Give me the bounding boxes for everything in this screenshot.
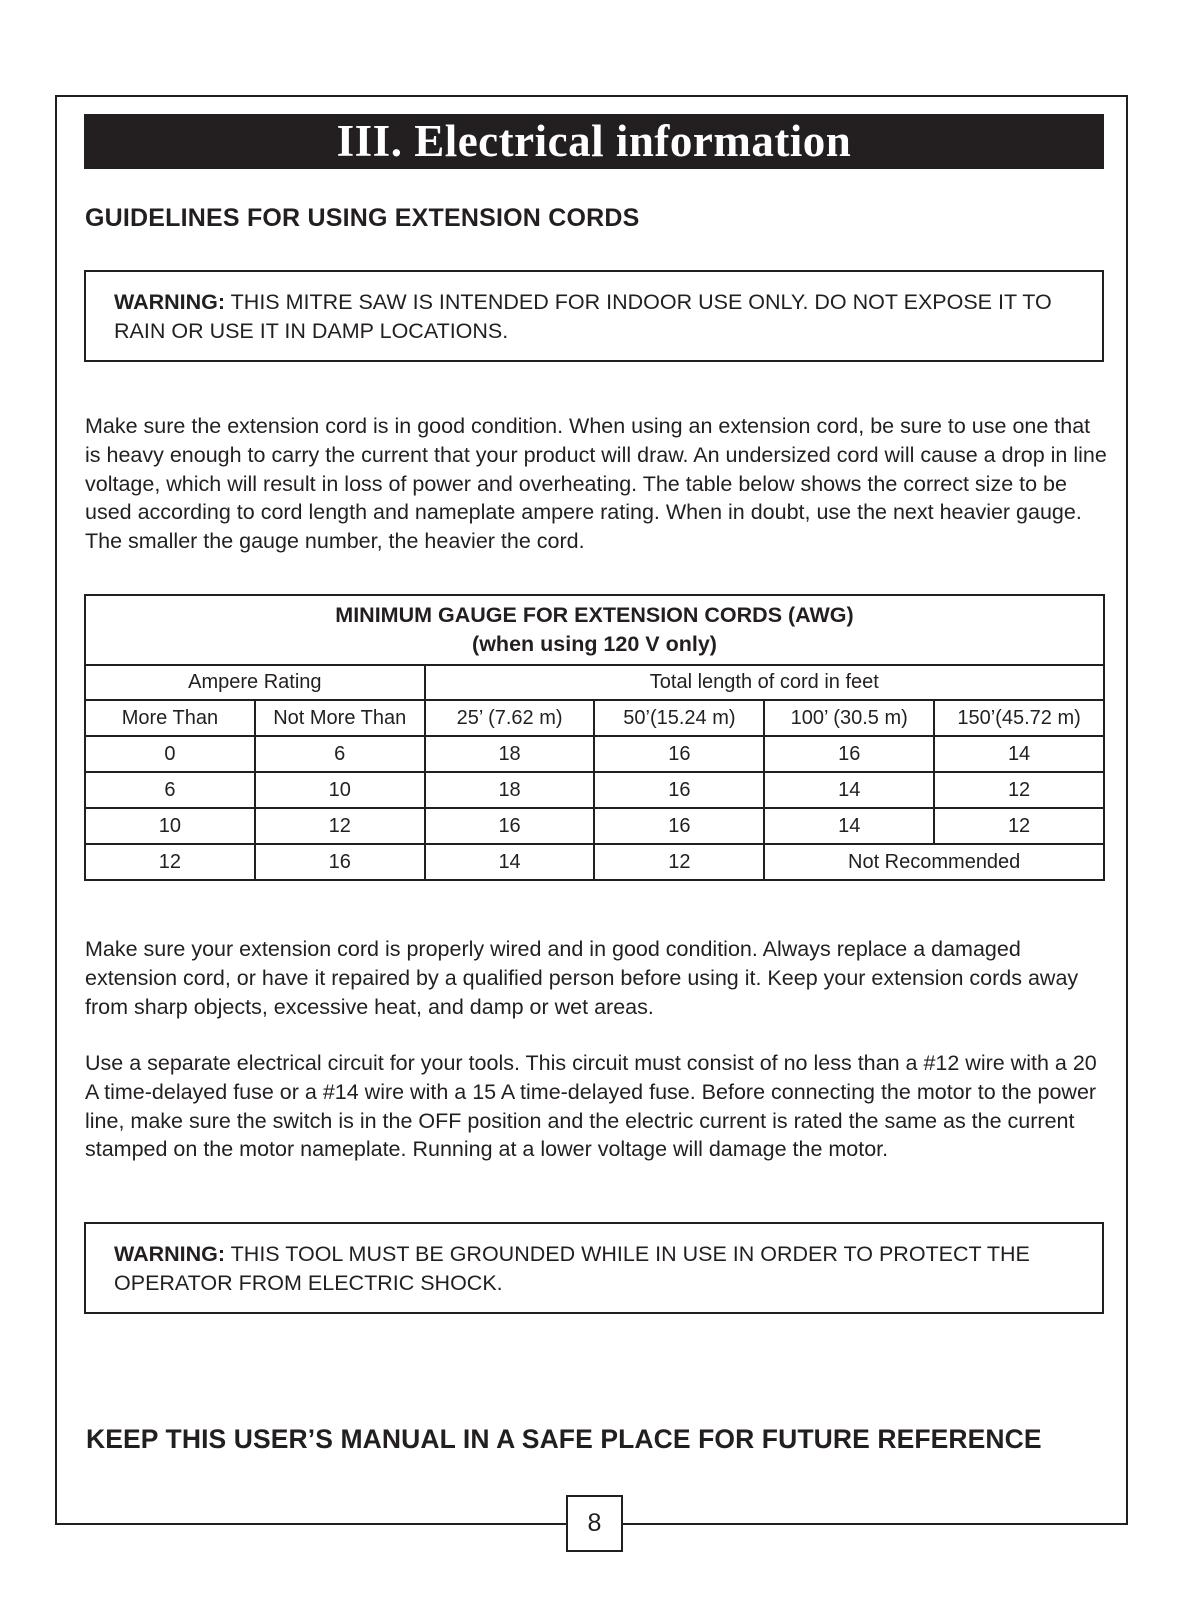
cell-150ft: 12 xyxy=(934,808,1104,844)
paragraph-cord-condition: Make sure the extension cord is in good condition. When using an extension cord, be sure to use one that is heavy enough to carry the current that your product will draw. An undersized cord will cause a drop in line voltage, which will result in loss of power and overheating. The table below shows the correct size to be used according to cord length and nameplate ampere rating. When in doubt, use the next heavier gauge. The smaller the gauge number, the heavier the cord. xyxy=(85,414,1107,554)
table-row xyxy=(85,808,1104,844)
cell-25ft: 18 xyxy=(425,736,595,772)
header-100ft: 100’ (30.5 m) xyxy=(764,700,934,736)
warning-label: WARNING: xyxy=(114,1242,226,1266)
cell-100ft: 16 xyxy=(764,736,934,772)
header-total-length: Total length of cord in feet xyxy=(425,665,1104,700)
header-150ft: 150’(45.72 m) xyxy=(934,700,1104,736)
page-title: III. Electrical information xyxy=(84,114,1104,169)
cell-50ft: 16 xyxy=(594,808,764,844)
cell-more-than: 12 xyxy=(85,844,255,880)
header-25ft: 25’ (7.62 m) xyxy=(425,700,595,736)
header-50ft: 50’(15.24 m) xyxy=(594,700,764,736)
footer-note: KEEP THIS USER’S MANUAL IN A SAFE PLACE FOR FUTURE REFERENCE xyxy=(86,1424,1042,1454)
cell-150ft: 12 xyxy=(934,772,1104,808)
cell-100ft: 14 xyxy=(764,808,934,844)
cell-25ft: 18 xyxy=(425,772,595,808)
section-heading: GUIDELINES FOR USING EXTENSION CORDS xyxy=(85,204,640,232)
cell-more-than: 0 xyxy=(85,736,255,772)
table-row xyxy=(85,772,1104,808)
cell-not-more-than: 12 xyxy=(255,808,425,844)
page-number: 8 xyxy=(566,1495,623,1552)
paragraph-cord-wiring: Make sure your extension cord is properly wired and in good condition. Always replace a damaged extension cord, or have it repaired by a qualified person before using it. Keep your extension cords away from sharp objects, excessive heat, and damp or wet areas. xyxy=(85,937,1079,1019)
header-more-than: More Than xyxy=(85,700,255,736)
cell-not-more-than: 10 xyxy=(255,772,425,808)
cell-150ft: 14 xyxy=(934,736,1104,772)
warning-text: THIS TOOL MUST BE GROUNDED WHILE IN USE IN ORDER TO PROTECT THE OPERATOR FROM ELECTRIC SHOCK. xyxy=(114,1242,1030,1295)
cell-not-recommended: Not Recommended xyxy=(764,844,1104,880)
warning-text: THIS MITRE SAW IS INTENDED FOR INDOOR USE ONLY. DO NOT EXPOSE IT TO RAIN OR USE IT IN DAMP LOCATIONS. xyxy=(114,290,1052,343)
cell-50ft: 16 xyxy=(594,736,764,772)
table-row xyxy=(85,844,1104,880)
warning-box-indoor xyxy=(84,270,1104,362)
table-title-line1: MINIMUM GAUGE FOR EXTENSION CORDS (AWG) xyxy=(335,603,854,627)
cell-more-than: 6 xyxy=(85,772,255,808)
table-title xyxy=(85,595,1104,665)
table-title-line2: (when using 120 V only) xyxy=(472,632,717,656)
cell-25ft: 16 xyxy=(425,808,595,844)
header-ampere-rating: Ampere Rating xyxy=(85,665,425,700)
cell-50ft: 16 xyxy=(594,772,764,808)
gauge-table xyxy=(84,594,1105,881)
warning-box-grounded xyxy=(84,1222,1104,1314)
cell-100ft: 14 xyxy=(764,772,934,808)
cell-25ft: 14 xyxy=(425,844,595,880)
cell-not-more-than: 6 xyxy=(255,736,425,772)
cell-not-more-than: 16 xyxy=(255,844,425,880)
cell-50ft: 12 xyxy=(594,844,764,880)
warning-label: WARNING: xyxy=(114,290,226,314)
paragraph-separate-circuit: Use a separate electrical circuit for your tools. This circuit must consist of no less than a #12 wire with a 20 A time-delayed fuse or a #14 wire with a 15 A time-delayed fuse. Before connecting the motor to the power line, make sure the switch is in the OFF position and the electric current is rated the same as the current stamped on the motor nameplate. Running at a lower voltage will damage the motor. xyxy=(85,1051,1097,1162)
header-not-more-than: Not More Than xyxy=(255,700,425,736)
cell-more-than: 10 xyxy=(85,808,255,844)
table-row xyxy=(85,736,1104,772)
